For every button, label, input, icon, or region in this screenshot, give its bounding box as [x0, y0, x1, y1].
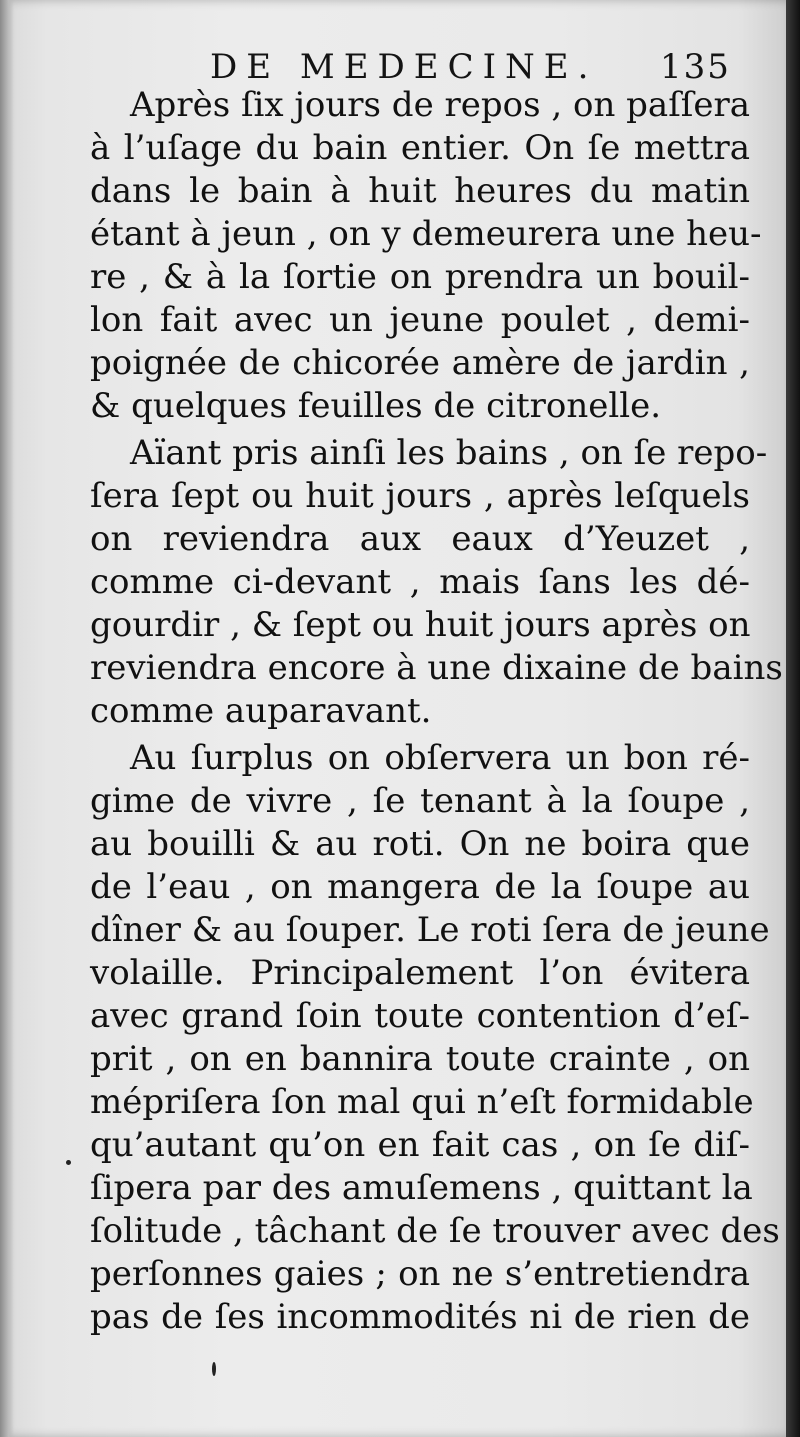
text-line: re , & à la ſortie on prendra un bouil-	[90, 257, 750, 297]
text-line: Après ſix jours de repos , on paſſera	[130, 85, 751, 125]
text-line: poignée de chicorée amère de jardin ,	[90, 343, 750, 383]
text-line: avec grand ſoin toute contention d’eſ-	[90, 996, 750, 1036]
text-line: reviendra encore à une dixaine de bains	[90, 648, 783, 688]
text-line: ſera ſept ou huit jours , après leſquels	[90, 476, 750, 516]
text-line: qu’autant qu’on en fait cas , on ſe diſ-	[90, 1125, 750, 1165]
text-line: on reviendra aux eaux d’Yeuzet ,	[90, 519, 750, 559]
paragraph-1	[90, 84, 762, 428]
text-line: & quelques feuilles de citronelle.	[90, 386, 662, 426]
text-line: prit , on en bannira toute crainte , on	[90, 1039, 750, 1079]
text-line: étant à jeun , on y demeurera une heu-	[90, 214, 762, 254]
running-head: DE MEDECINE.	[210, 47, 598, 87]
text-line: gime de vivre , ſe tenant à la ſoupe ,	[90, 781, 750, 821]
text-line: comme auparavant.	[90, 691, 432, 731]
body-text	[90, 84, 783, 1339]
text-line: de l’eau , on mangera de la ſoupe au	[90, 867, 750, 907]
text-line: Aïant pris ainſi les bains , on ſe repo-	[130, 433, 768, 473]
text-line: pas de ſes incommodités ni de rien de	[90, 1297, 750, 1337]
text-line: comme ci-devant , mais ſans les dé-	[90, 562, 750, 602]
text-line: ſipera par des amuſemens , quittant la	[90, 1168, 753, 1208]
text-line: dîner & au ſouper. Le roti ſera de jeune	[90, 910, 770, 950]
ink-speck	[212, 1362, 216, 1376]
paragraph-3	[90, 737, 780, 1339]
page-edge-shadow	[786, 0, 800, 1437]
text-line: dans le bain à huit heures du matin	[90, 171, 750, 211]
text-line: au bouilli & au roti. On ne boira que	[90, 824, 750, 864]
text-line: volaille. Principalement l’on évitera	[90, 953, 750, 993]
text-line: ſolitude , tâchant de ſe trouver avec des	[90, 1211, 780, 1251]
text-line: à l’uſage du bain entier. On ſe mettra	[90, 128, 750, 168]
ink-speck	[66, 1160, 71, 1165]
text-line: gourdir , & ſept ou huit jours après on	[90, 605, 751, 645]
page-number: 135	[660, 47, 731, 87]
text-line: Au ſurplus on obſervera un bon ré-	[130, 738, 750, 778]
paragraph-2	[90, 432, 783, 733]
text-line: perſonnes gaies ; on ne s’entretiendra	[90, 1254, 750, 1294]
page-gutter-shadow	[0, 0, 14, 1437]
text-line: mépriſera ſon mal qui n’eſt formidable	[90, 1082, 754, 1122]
text-line: lon fait avec un jeune poulet , demi-	[90, 300, 750, 340]
